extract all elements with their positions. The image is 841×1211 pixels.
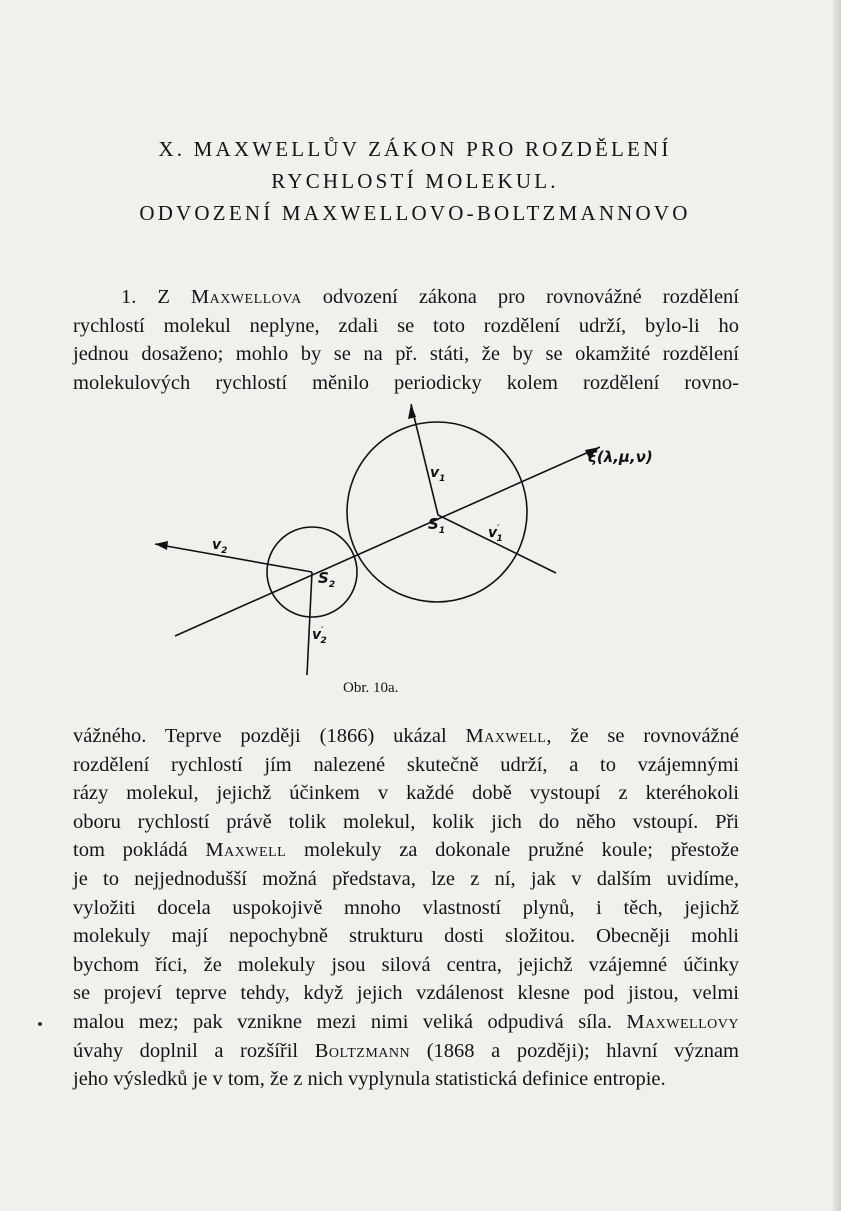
para2-line-9: bychom říci, že molekuly jsou silová centra, jejichž vzájemné účinky	[73, 953, 739, 976]
para2-line-8: molekuly mají nepochybně strukturu dosti složitou. Obecněji mohli	[73, 925, 739, 948]
title-line-3: ODVOZENÍ MAXWELLOVO-BOLTZMANNOVO	[139, 201, 691, 225]
para2-line-6: je to nejjednodušší možná představa, lze z ní, jak v dalším uvidíme,	[73, 867, 739, 890]
title-line-1: X. MAXWELLŮV ZÁKON PRO ROZDĚLENÍ	[158, 137, 672, 161]
label-s1: $S_1$	[428, 515, 446, 536]
para2-line-3: rázy molekul, jejichž účinkem v každé době vystoupí z kteréhokoli	[73, 782, 739, 805]
para2-line-4: oboru rychlostí právě tolik molekul, kolik jich do něho vstoupí. Při	[73, 810, 739, 833]
paragraph-2	[73, 722, 739, 1094]
para2-line-12: úvahy doplnil a rozšířil Boltzmann (1868 a později); hlavní význam	[73, 1039, 739, 1062]
para2-line-2: rozdělení rychlostí jím nalezené skutečně udrží, a to vzájemnými	[73, 753, 739, 776]
label-v2-prime: v′ 2	[312, 626, 327, 646]
vector-v2-prime	[307, 572, 312, 675]
para1-line-4: molekulových rychlostí měnilo periodicky kolem rozdělení rovno-	[73, 371, 739, 394]
label-v1: $v_1$	[430, 465, 446, 484]
line-of-centres	[175, 447, 600, 636]
title-line-2: RYCHLOSTÍ MOLEKUL.	[271, 169, 559, 193]
para1-line-3: jednou dosaženo; mohlo by se na př. státi, že by se okamžité rozdělení	[73, 343, 739, 366]
name-boltzmann: Boltzmann	[314, 1039, 411, 1062]
name-maxwellovy: Maxwellovy	[626, 1010, 739, 1033]
vector-v2	[155, 544, 312, 572]
label-s2: $S_2$	[318, 569, 336, 590]
para2-line-1: vážného. Teprve později (1866) ukázal Maxwell, že se rovnovážné	[73, 725, 740, 747]
label-xi: ξ(λ,μ,ν)	[588, 448, 653, 466]
para2-line-10: se projeví teprve tehdy, když jejich vzdálenost klesne pod jistou, velmi	[73, 982, 739, 1005]
margin-dot	[38, 1022, 42, 1026]
vector-v1	[411, 404, 438, 515]
label-v2: $v_2$	[212, 537, 228, 556]
figure-caption: Obr. 10a.	[343, 680, 399, 696]
para2-line-7: vyložiti docela uspokojivě mnoho vlastností plynů, i těch, jejichž	[73, 896, 739, 919]
name-maxwellova: Maxwellova	[190, 286, 302, 308]
name-maxwell: Maxwell	[465, 725, 547, 747]
para2-line-11: malou mez; pak vznikne mezi nimi veliká odpudivá síla. Maxwellovy	[73, 1010, 739, 1033]
arrow-v2	[155, 541, 168, 550]
para2-line-13: jeho výsledků je v tom, že z nich vyplynula statistická definice entropie.	[73, 1068, 666, 1091]
para1-line-2: rychlostí molekul neplyne, zdali se toto rozdělení udrží, bylo-li ho	[73, 314, 739, 337]
para2-line-5: tom pokládá Maxwell molekuly za dokonale pružné koule; přestože	[73, 839, 739, 862]
label-v1-prime: v′ 1	[488, 524, 503, 544]
para1-line-1: 1. Z Maxwellova odvození zákona pro rovnovážné rozdělení	[121, 286, 740, 308]
name-maxwell-2: Maxwell	[205, 839, 287, 862]
